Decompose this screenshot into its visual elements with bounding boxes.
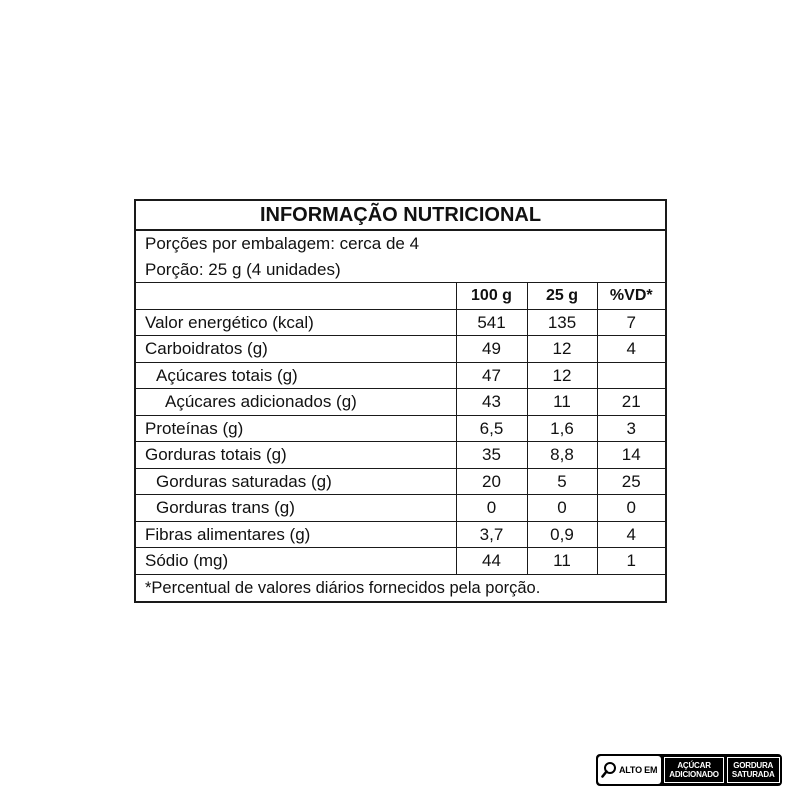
row-value-vd: 0 [597, 495, 666, 522]
row-label: Fibras alimentares (g) [135, 521, 456, 548]
row-value-vd: 7 [597, 309, 666, 336]
row-value-100g: 49 [456, 336, 527, 363]
seal-item-line2: SATURADA [731, 770, 775, 779]
footnote: *Percentual de valores diários fornecidos pela porção. [135, 574, 666, 602]
table-row [135, 521, 666, 548]
table-row [135, 336, 666, 363]
row-value-vd: 4 [597, 521, 666, 548]
servings-per-package: Porções por embalagem: cerca de 4 [135, 230, 666, 257]
magnifier-icon [601, 761, 617, 779]
row-label: Açúcares totais (g) [135, 362, 456, 389]
row-value-25g: 12 [527, 336, 597, 363]
nutrition-facts-table [134, 199, 667, 603]
title-row [135, 200, 666, 230]
table-row [135, 495, 666, 522]
row-label: Proteínas (g) [135, 415, 456, 442]
row-label: Açúcares adicionados (g) [135, 389, 456, 416]
alto-em-seal [596, 754, 782, 786]
footnote-row [135, 574, 666, 602]
seal-added-sugar [664, 757, 724, 783]
table-row [135, 415, 666, 442]
alto-em-label [598, 756, 661, 784]
row-value-vd: 21 [597, 389, 666, 416]
row-value-100g: 44 [456, 548, 527, 575]
row-value-100g: 20 [456, 468, 527, 495]
row-label: Sódio (mg) [135, 548, 456, 575]
row-value-vd: 3 [597, 415, 666, 442]
table-title: INFORMAÇÃO NUTRICIONAL [135, 200, 666, 230]
header-25g: 25 g [527, 283, 597, 310]
serving-size-row [135, 257, 666, 283]
row-value-25g: 11 [527, 548, 597, 575]
row-value-25g: 135 [527, 309, 597, 336]
row-label: Carboidratos (g) [135, 336, 456, 363]
table-row [135, 362, 666, 389]
row-value-25g: 0,9 [527, 521, 597, 548]
row-value-25g: 8,8 [527, 442, 597, 469]
row-value-100g: 35 [456, 442, 527, 469]
table-row [135, 548, 666, 575]
row-value-vd: 25 [597, 468, 666, 495]
table-row [135, 309, 666, 336]
header-vd: %VD* [597, 283, 666, 310]
row-value-vd: 14 [597, 442, 666, 469]
row-value-25g: 11 [527, 389, 597, 416]
table-row [135, 389, 666, 416]
row-value-100g: 47 [456, 362, 527, 389]
row-label: Gorduras saturadas (g) [135, 468, 456, 495]
seal-item-line1: AÇÚCAR [677, 761, 711, 770]
row-value-25g: 5 [527, 468, 597, 495]
seal-saturated-fat [727, 757, 780, 783]
row-value-100g: 6,5 [456, 415, 527, 442]
serving-size: Porção: 25 g (4 unidades) [135, 257, 666, 283]
row-value-100g: 3,7 [456, 521, 527, 548]
row-value-vd: 4 [597, 336, 666, 363]
row-value-100g: 0 [456, 495, 527, 522]
row-label: Gorduras trans (g) [135, 495, 456, 522]
row-value-25g: 12 [527, 362, 597, 389]
seal-item-line1: GORDURA [733, 761, 774, 770]
seal-item-line2: ADICIONADO [669, 770, 719, 779]
servings-row [135, 230, 666, 257]
table-row [135, 468, 666, 495]
row-value-vd [597, 362, 666, 389]
alto-em-text: ALTO EM [619, 765, 658, 775]
row-value-100g: 541 [456, 309, 527, 336]
row-value-vd: 1 [597, 548, 666, 575]
header-blank-cell [135, 283, 456, 310]
row-value-25g: 1,6 [527, 415, 597, 442]
table-row [135, 442, 666, 469]
row-label: Valor energético (kcal) [135, 309, 456, 336]
row-label: Gorduras totais (g) [135, 442, 456, 469]
header-100g: 100 g [456, 283, 527, 310]
row-value-100g: 43 [456, 389, 527, 416]
header-row [135, 283, 666, 310]
row-value-25g: 0 [527, 495, 597, 522]
